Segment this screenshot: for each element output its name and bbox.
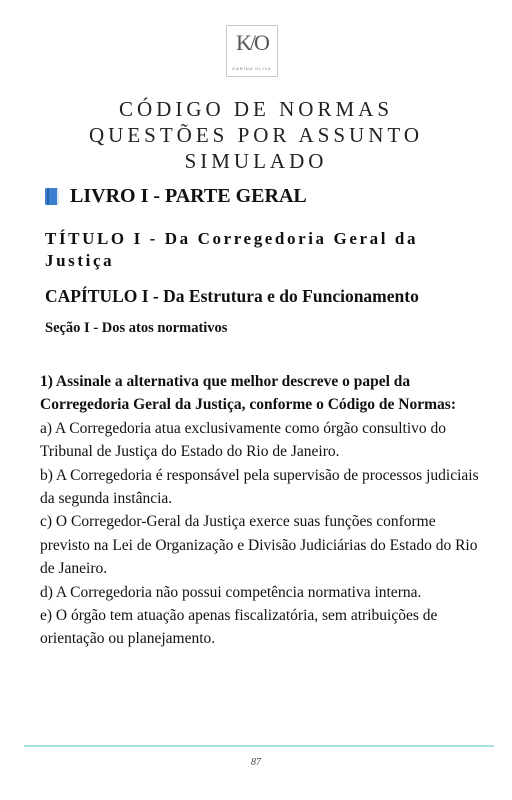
livro-title: LIVRO I - PARTE GERAL	[70, 185, 307, 207]
option-a: a) A Corregedoria atua exclusivamente como órgão consultivo do Tribunal de Justiça do Estado do Rio de Janeiro.	[40, 419, 447, 461]
brand-logo	[226, 25, 278, 77]
option-d: d) A Corregedoria não possui competência normativa interna.	[40, 583, 422, 601]
title-line-1: CÓDIGO DE NORMAS	[118, 97, 393, 121]
question-block	[40, 370, 480, 651]
livro-heading	[44, 185, 307, 208]
book-icon	[44, 187, 60, 206]
secao-heading: Seção I - Dos atos normativos	[45, 320, 228, 336]
page-title	[0, 96, 512, 174]
capitulo-heading: CAPÍTULO I - Da Estrutura e do Funcionamento	[45, 286, 419, 306]
option-e: e) O órgão tem atuação apenas fiscalizatória, sem atribuições de orientação ou planejamento.	[40, 607, 438, 648]
footer-divider	[24, 745, 494, 747]
title-line-3: SIMULADO	[184, 149, 328, 173]
option-c: c) O Corregedor-Geral da Justiça exerce suas funções conforme previsto na Lei de Organização e Divisão Judiciárias do Estado do Rio de Janeiro.	[40, 513, 478, 578]
option-b: b) A Corregedoria é responsável pela supervisão de processos judiciais da segunda instância.	[40, 466, 479, 508]
page-number: 87	[251, 757, 261, 768]
logo-wordmark: KARINA OLIVA	[232, 66, 272, 71]
question-stem: 1) Assinale a alternativa que melhor descreve o papel da Corregedoria Geral da Justiça, conforme o Código de Normas:	[40, 373, 456, 414]
titulo-heading: TÍTULO I - Da Corregedoria Geral da Justiça	[45, 229, 419, 270]
title-line-2: QUESTÕES POR ASSUNTO	[89, 123, 423, 147]
logo-monogram: K/O	[236, 30, 268, 55]
